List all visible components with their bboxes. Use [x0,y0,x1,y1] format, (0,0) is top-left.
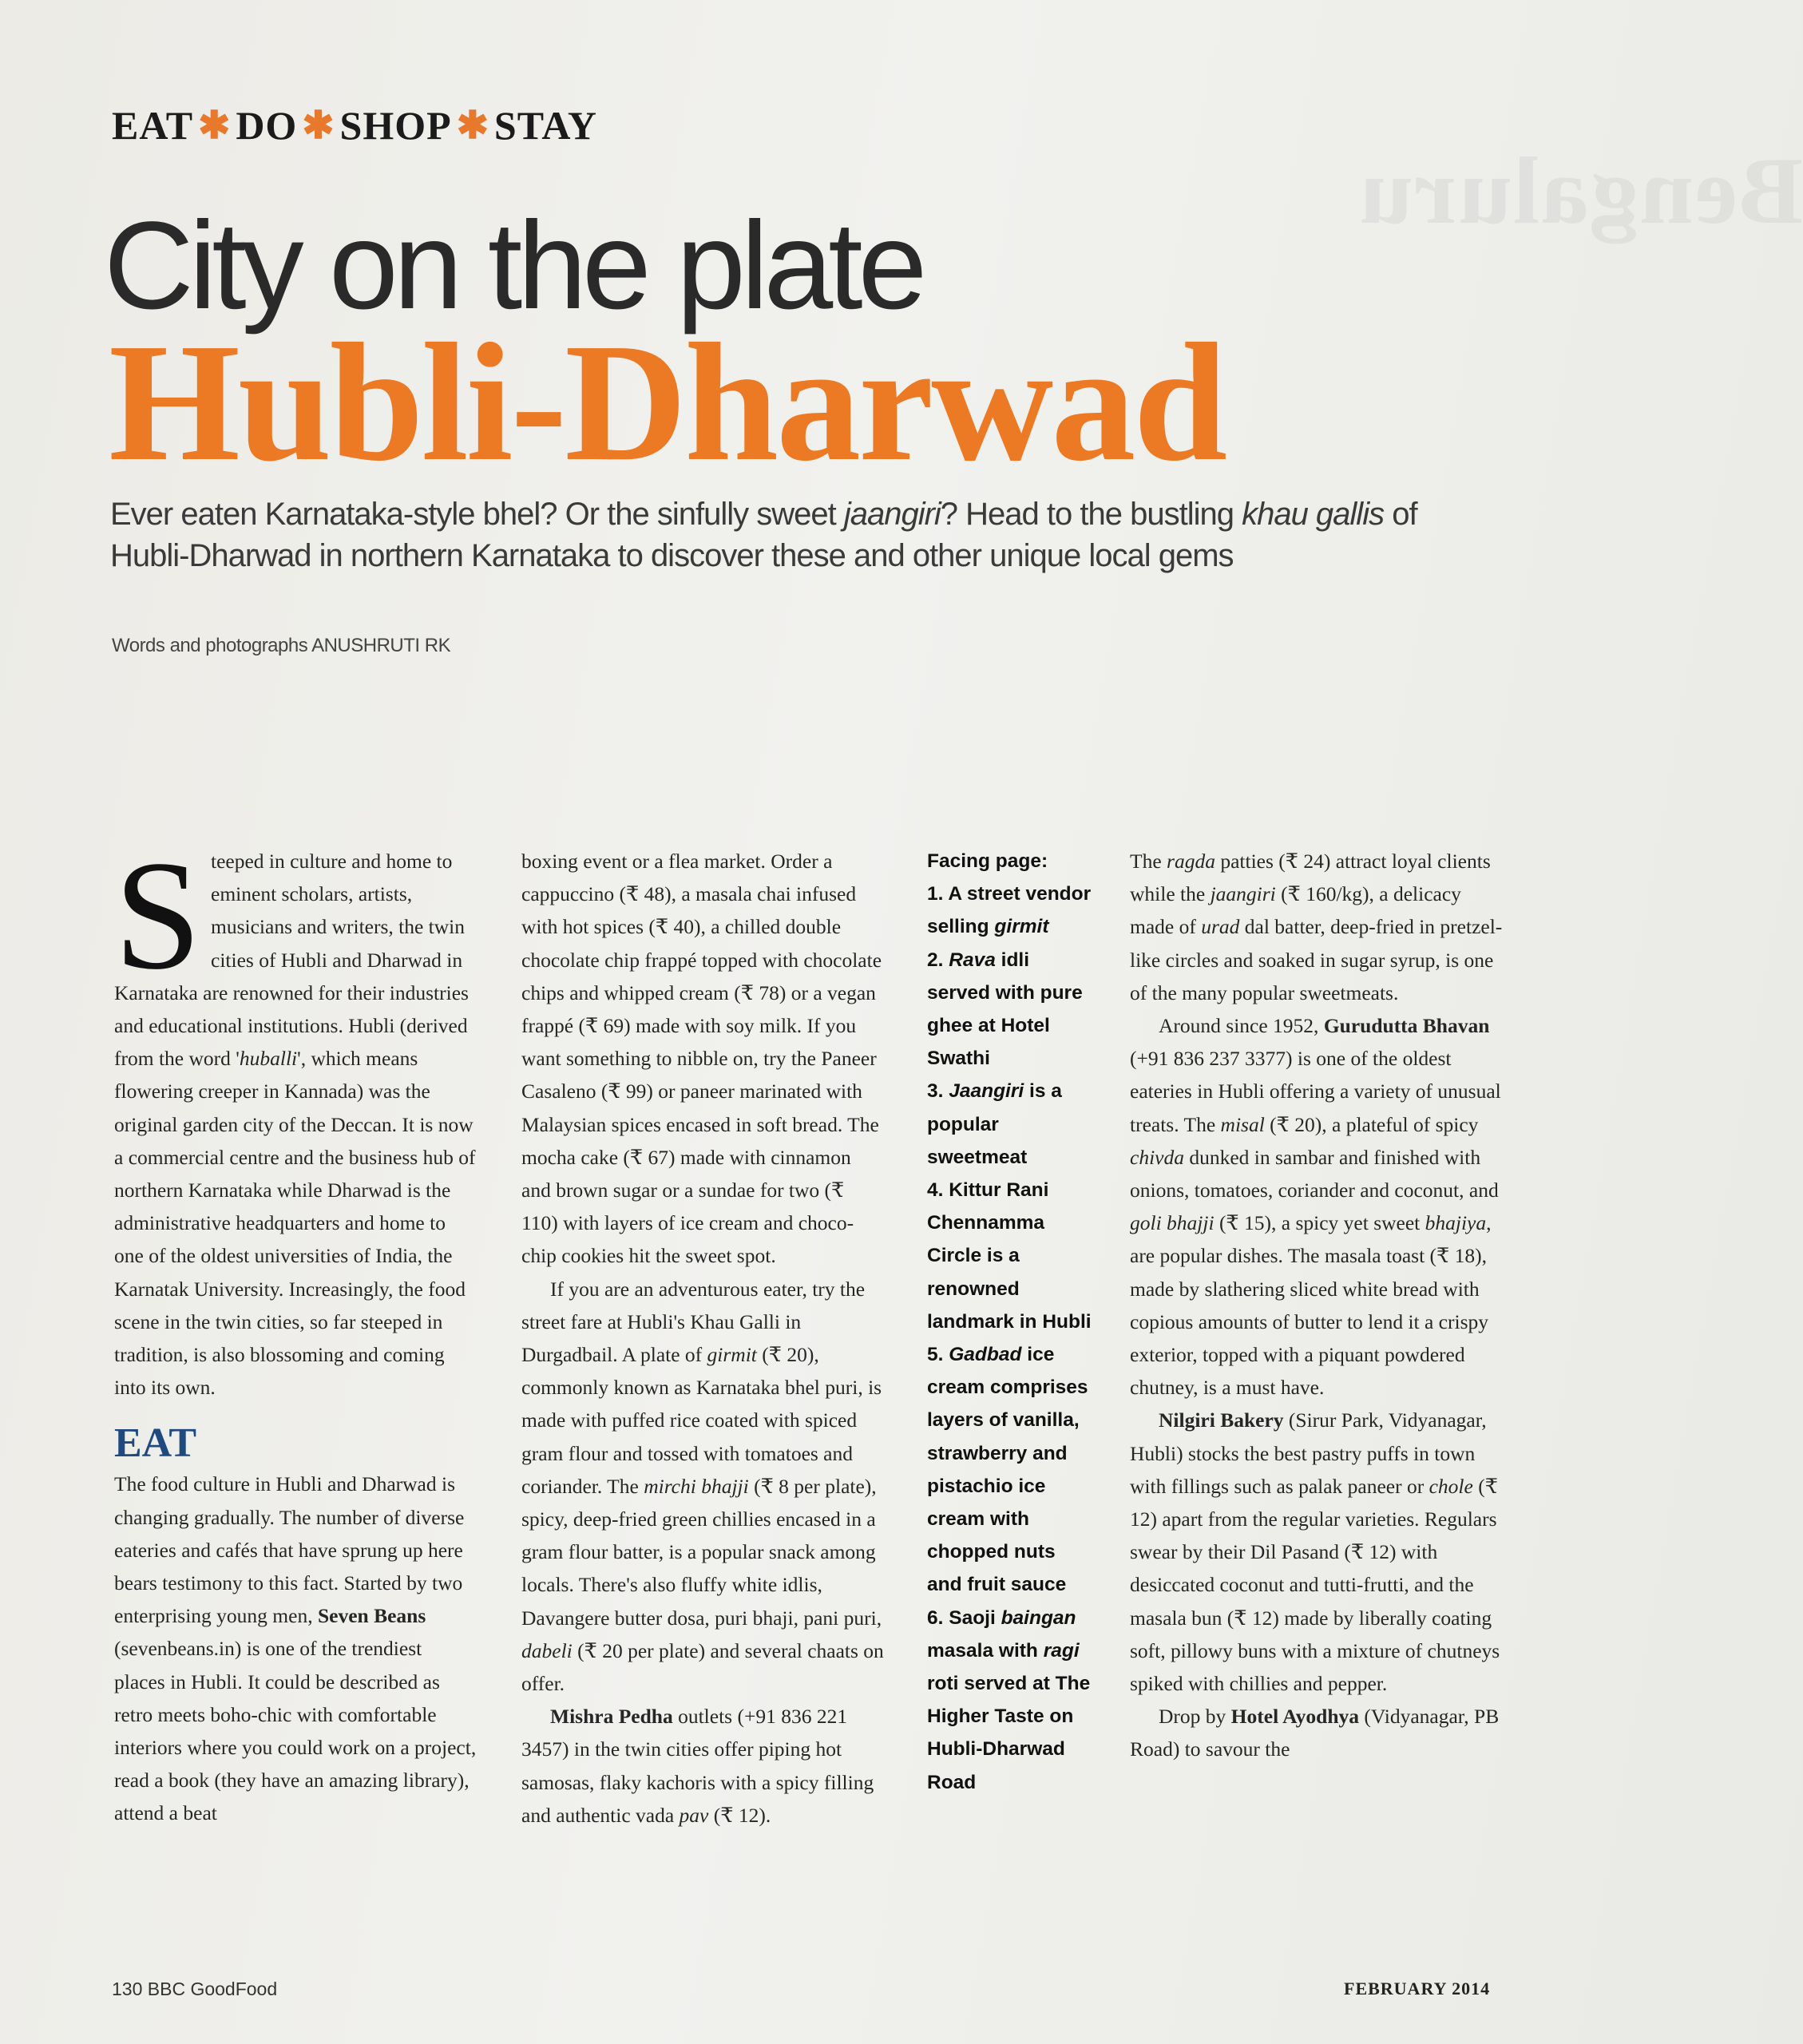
body-text: dal batter, deep-fried in pretzel-like circles and soaked in sugar syrup, is one of the many popular sweetmeats. [1130,915,1503,1004]
body-text: (₹ 160/kg), a delicacy made of [1130,882,1461,939]
headline-kicker: City on the plate [104,196,923,335]
caption-text: 1. A street vendor selling [927,883,1092,938]
body-text: (₹ 12) apart from the regular varieties. Regulars swear by their Dil Pasand (₹ 12) with desiccated coconut and tutti-frutti, and the masala bun (₹ 12) made by liberally coating soft, pillowy buns with a mixture of chutneys spiked with chillies and pepper. [1130,1474,1500,1696]
venue-name: Nilgiri Bakery [1159,1408,1284,1432]
body-em: goli bhajji [1130,1211,1215,1235]
caption-item [927,1338,1095,1602]
byline: Words and photographs ANUSHRUTI RK [112,635,451,656]
body-text: If you are an adventurous eater, try the street fare at Hubli's Khau Galli in Durgadbail. A plate of [521,1277,866,1367]
caption-item [927,877,1095,943]
article-column-4 [1130,845,1505,1766]
body-em: jaangiri [1210,882,1276,906]
venue-name: Hotel Ayodhya [1230,1705,1360,1729]
caption-text: masala with [927,1639,1044,1662]
nav-shop: SHOP [339,103,452,148]
photo-captions [927,845,1095,1799]
body-em: huballi [239,1047,298,1071]
standfirst-text: of Hubli-Dharwad in northern Karnataka to discover these and other unique local gems [110,497,1417,573]
section-heading-eat: EAT [114,1420,197,1467]
body-text: Drop by [1159,1705,1231,1729]
caption-text: roti served at The Higher Taste on Hubli-Dharwad Road [927,1673,1091,1793]
caption-item [927,1602,1095,1799]
standfirst-em: khau gallis [1242,497,1385,532]
caption-item: 4. Kittur Rani Chennamma Circle is a renowned landmark in Hubli [927,1179,1092,1333]
caption-text: ice cream comprises layers of vanilla, strawberry and pistachio ice cream with chopped nuts and fruit sauce [927,1344,1088,1596]
body-em: pav [679,1803,709,1827]
body-em: girmit [707,1343,757,1367]
body-text: (sevenbeans.in) is one of the trendiest places in Hubli. It could be described as retro meets boho-chic with comfortable interiors where you could work on a project, read a book (they have an amazing library), attend a beat [114,1637,477,1825]
body-text: outlets (+91 836 221 3457) in the twin cities offer piping hot samosas, flaky kachoris with a spicy filling and authentic vada [521,1705,874,1827]
venue-name: Mishra Pedha [550,1705,673,1729]
nav-stay: STAY [493,103,597,148]
intro-paragraph [114,829,477,1404]
caption-text: 3. [927,1080,949,1103]
body-text: patties (₹ 24) attract loyal clients while the [1130,850,1491,906]
body-text: dunked in sambar and finished with onions, tomatoes, coriander and coconut, and [1130,1145,1499,1202]
body-paragraph [1130,1404,1505,1700]
page-folio: 130 BBC GoodFood [112,1979,278,1999]
article-column-1 [114,829,477,1830]
nav-do: DO [236,103,298,148]
body-text: The [1130,850,1167,873]
eat-paragraph [114,1468,477,1829]
body-text: (+91 836 237 3377) is one of the oldest eateries in Hubli offering a variety of unusual treats. The [1130,1047,1501,1136]
drop-cap: S [114,829,202,1002]
section-nav [112,102,597,149]
caption-item [927,1075,1095,1174]
body-paragraph [521,1700,885,1832]
caption-em: Gadbad [949,1344,1022,1366]
body-paragraph [1130,845,1505,1009]
body-em: misal [1220,1112,1265,1136]
asterisk-icon: ✱ [456,105,489,147]
caption-em: Rava [949,949,996,971]
body-text: (₹ 8 per plate), spicy, deep-fried green chillies encased in a gram flour batter, is a popular snack among locals. There's also fluffy white idlis, Davangere butter dosa, puri bhaji, pani puri, [521,1474,882,1630]
body-text: Around since 1952, [1159,1014,1324,1038]
venue-name: Seven Beans [317,1604,426,1628]
show-through-text: Bengaluru [1357,137,1803,244]
caption-em: ragi [1043,1639,1080,1662]
body-text: (₹ 20), a plateful of spicy [1264,1112,1479,1136]
body-em: dabeli [521,1638,573,1662]
caption-item [927,944,1095,1075]
headline-city: Hubli-Dharwad [109,308,1226,496]
caption-text: 6. Saoji [927,1606,1001,1629]
venue-name: Gurudutta Bhavan [1323,1014,1490,1038]
caption-em: Jaangiri [949,1080,1024,1103]
caption-text: is a popular sweetmeat [927,1080,1062,1168]
standfirst-em: jaangiri [843,497,941,532]
caption-text: idli served with pure ghee at Hotel Swathi [927,949,1083,1070]
body-paragraph: boxing event or a flea market. Order a cappuccino (₹ 48), a masala chai infused with hot spices (₹ 40), a chilled double chocolate chip frappé topped with chocolate chips and whipped cream (₹ 78) or a vegan frappé (₹ 69) made with soy milk. If you want something to nibble on, try the Paneer Casaleno (₹ 99) or paneer marinated with Malaysian spices encased in soft bread. The mocha cake (₹ 67) made with cinnamon and brown sugar or a sundae for two (₹ 110) with layers of ice cream and choco-chip cookies hit the sweet spot. [521,850,882,1268]
body-text: (₹ 20 per plate) and several chaats on offer. [521,1638,884,1696]
body-text: ', which means flowering creeper in Kannada) was the original garden city of the Deccan. It is now a commercial centre and the business hub of northern Karnataka while Dharwad is the administrative headquarters and home to one of the oldest universities of India, the Karnatak University. Increasingly, the food scene in the twin cities, so far steeped in tradition, is also blossoming and coming into its own. [114,1047,476,1400]
body-em: ragda [1167,850,1215,873]
body-paragraph [1130,1009,1505,1404]
asterisk-icon: ✱ [198,105,232,147]
asterisk-icon: ✱ [302,105,335,147]
body-em: bhajiya [1425,1211,1487,1235]
body-text: (₹ 20), commonly known as Karnataka bhel puri, is made with puffed rice coated with spiced gram flour and tossed with tomatoes and coriander. The [521,1343,882,1498]
body-em: chivda [1130,1145,1184,1169]
standfirst [110,493,1436,576]
caption-em: baingan [1001,1606,1076,1629]
body-text: (Vidyanagar, PB Road) to savour the [1130,1705,1500,1761]
standfirst-text: Ever eaten Karnataka-style bhel? Or the sinfully sweet [110,497,844,532]
body-text: teeped in culture and home to eminent scholars, artists, musicians and writers, the twin cities of Hubli and Dharwad in Karnataka are renowned for their industries and educational institutions. Hubli (derived from the word ' [114,850,469,1071]
body-em: chole [1429,1474,1473,1498]
body-em: mirchi bhajji [644,1474,749,1498]
body-em: urad [1201,915,1240,939]
issue-date: FEBRUARY 2014 [1344,1979,1491,1998]
caption-em: girmit [994,916,1049,938]
body-paragraph [1130,1700,1505,1765]
body-text: , are popular dishes. The masala toast (₹ 18), made by slathering sliced white bread with copious amounts of butter to lend it a crispy exterior, topped with a piquant powdered chutney, is a must have. [1130,1211,1492,1400]
article-column-2 [521,845,885,1832]
body-text: The food culture in Hubli and Dharwad is changing gradually. The number of diverse eateries and cafés that have sprung up here bears testimony to this fact. Started by two enterprising young men, [114,1472,465,1628]
body-text: (₹ 15), a spicy yet sweet [1214,1211,1425,1235]
standfirst-text: ? Head to the bustling [940,497,1242,532]
nav-eat: EAT [112,103,194,148]
body-text: (Sirur Park, Vidyanagar, Hubli) stocks the best pastry puffs in town with fillings such as palak paneer or [1130,1408,1487,1498]
body-paragraph [521,1273,885,1701]
body-text: (₹ 12). [708,1803,771,1827]
caption-heading: Facing page: [927,850,1048,872]
caption-text: 2. [927,949,949,971]
caption-text: 5. [927,1344,949,1366]
